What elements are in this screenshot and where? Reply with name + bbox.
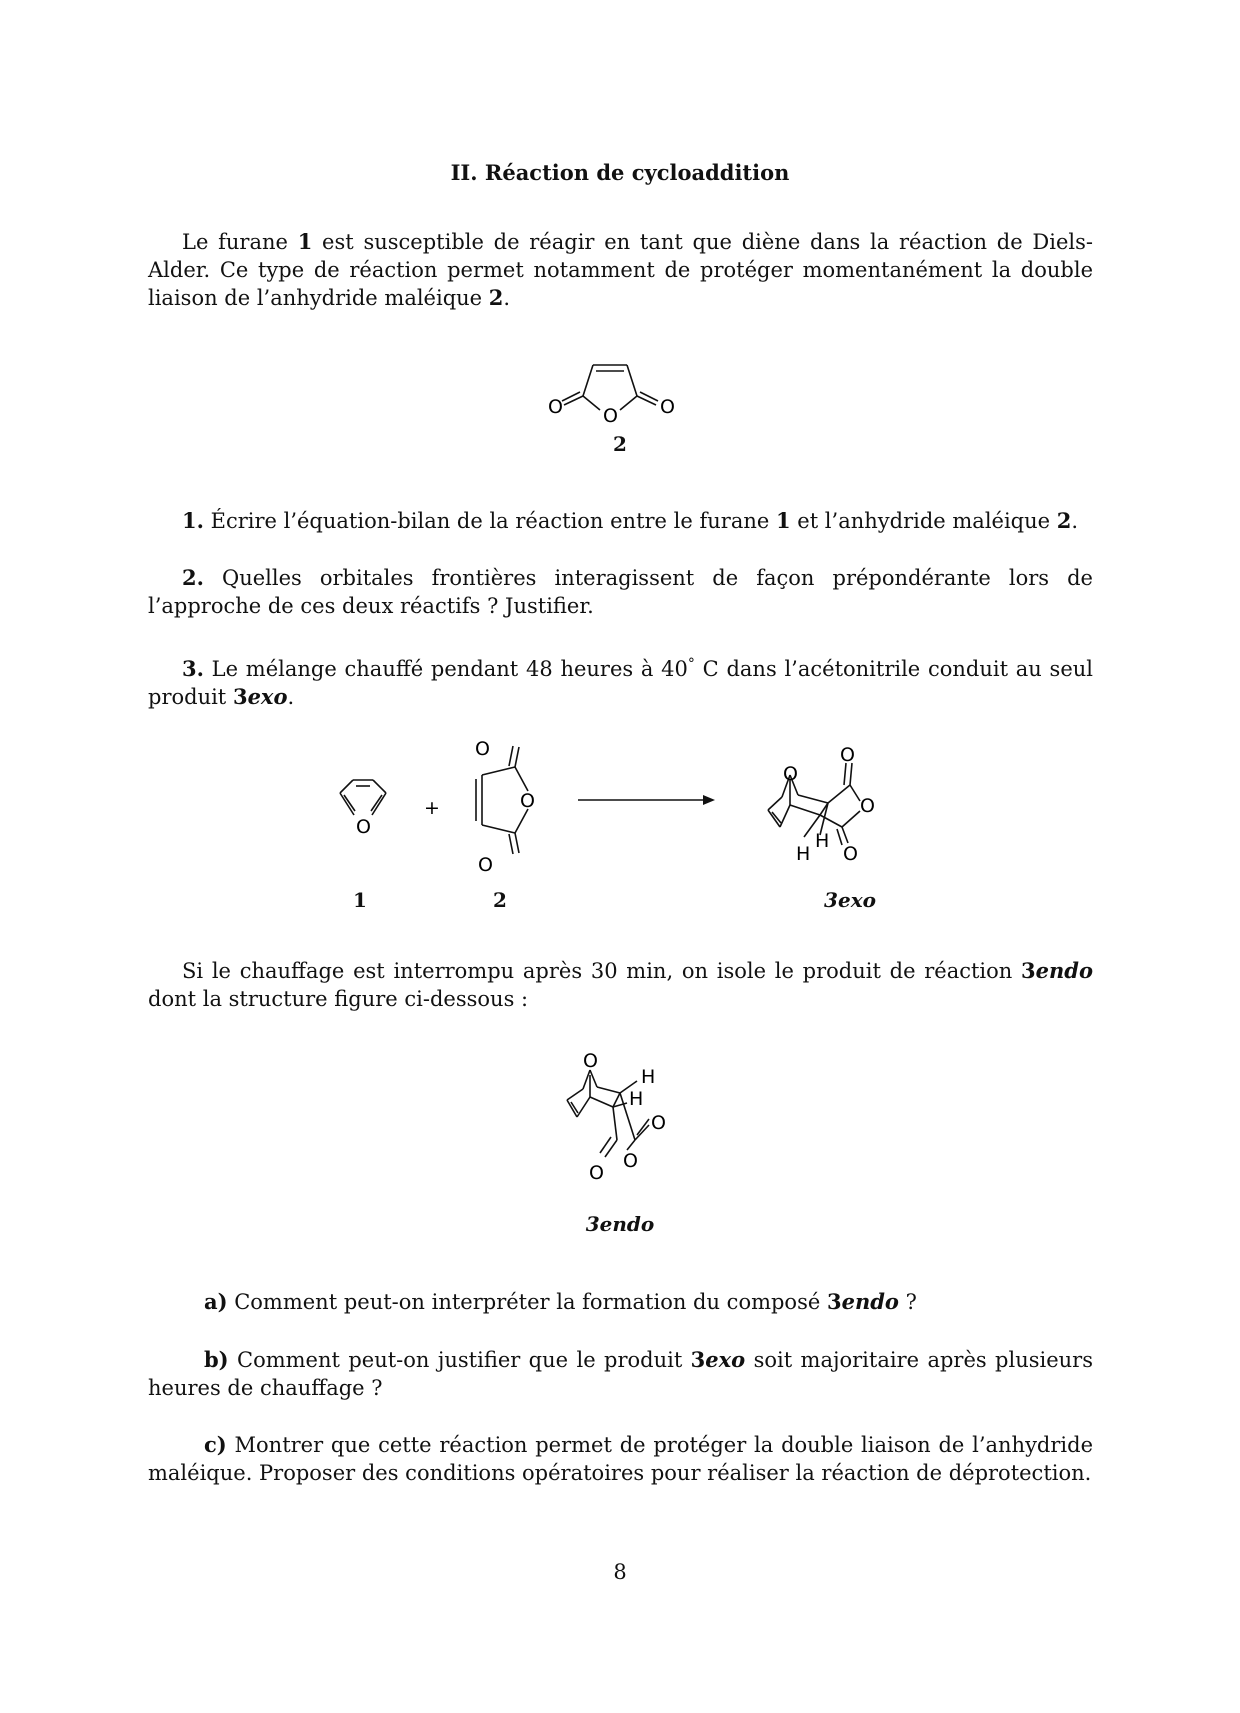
question-a: a) Comment peut-on interpréter la formation du composé 3endo ? [204,1289,917,1314]
anhydride-o-ring: O [520,790,535,812]
label-3endo: 3endo [585,1212,655,1236]
product-o-bridge: O [783,763,798,785]
question-1: 1. Écrire l’équation-bilan de la réaction entre le furane 1 et l’anhydride maléique 2. [182,508,1079,533]
question-c: c) Montrer que cette réaction permet de protéger la double liaison de l’anhydride maléique. Proposer des conditions opératoires pour réaliser la réaction de déprotection. [148,1432,1093,1485]
interruption-paragraph: Si le chauffage est interrompu après 30 min, on isole le produit de réaction 3endo dont la structure figure ci-dessous : [148,958,1093,1011]
section-title: II. Réaction de cycloaddition [450,160,790,185]
question-3: 3. Le mélange chauffé pendant 48 heures à 40° C dans l’acétonitrile conduit au seul produit 3exo. [148,656,1093,709]
endo-o-ring: O [623,1150,638,1172]
label-2-reaction: 2 [493,888,507,912]
endo-h1: H [641,1066,656,1088]
anhydride-o-top: O [475,738,490,760]
oxygen-ring: O [603,405,618,427]
endo-product-structure [545,1045,715,1195]
question-2: 2. Quelles orbitales frontières interagissent de façon prépondérante lors de l’approche de ces deux réactifs ? Justifier. [148,565,1093,618]
label-1: 1 [353,888,367,912]
product-h2: H [796,843,811,865]
reaction-scheme [320,735,940,885]
plus-sign: + [424,797,440,819]
endo-o-right: O [651,1112,666,1134]
product-o-bottom: O [843,843,858,865]
endo-o-bridge: O [583,1050,598,1072]
page-number: 8 [613,1560,627,1584]
intro-paragraph: Le furane 1 est susceptible de réagir en tant que diène dans la réaction de Diels-Alder. Ce type de réaction permet notamment de protéger momentanément la double liaison de l’anhydride maléique 2. [148,229,1093,310]
furan-o: O [356,816,371,838]
endo-h2: H [629,1088,644,1110]
question-b: b) Comment peut-on justifier que le produit 3exo soit majoritaire après plusieurs heures de chauffage ? [148,1347,1093,1400]
label-2: 2 [613,432,627,456]
endo-o-bottom: O [589,1162,604,1184]
label-3exo: 3exo [824,888,876,912]
product-o-top: O [840,744,855,766]
product-h1: H [815,830,830,852]
oxygen-left: O [548,396,563,418]
product-o-ring: O [860,795,875,817]
oxygen-right: O [660,396,675,418]
anhydride-o-bottom: O [478,854,493,876]
